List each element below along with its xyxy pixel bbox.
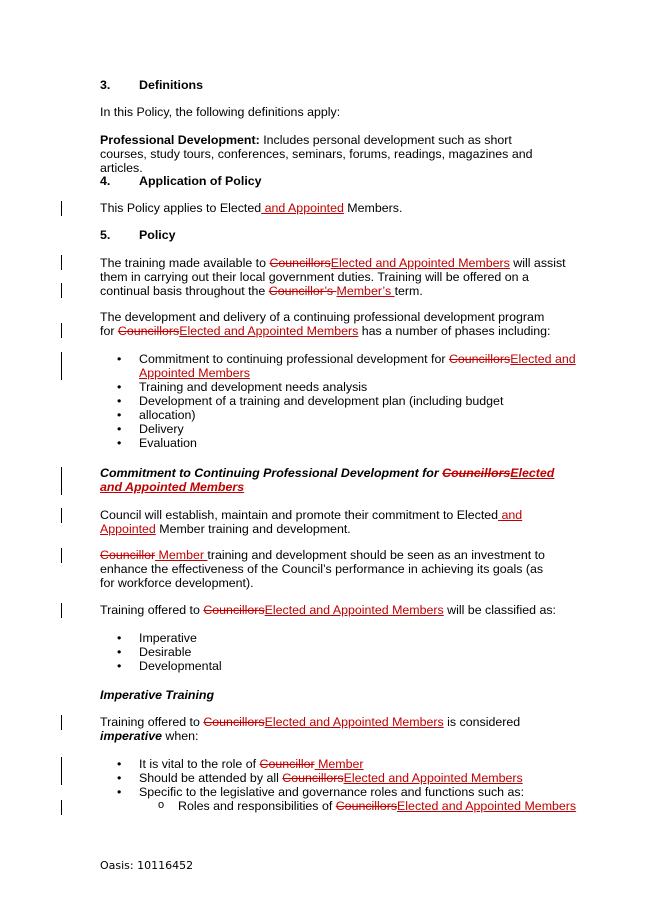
imperative-list xyxy=(100,757,580,813)
list-item: • allocation) xyxy=(100,408,580,422)
policy-paragraph-program: The development and delivery of a continuing professional development program for CouncillorsElected and Appointed Members has a number of phases including: xyxy=(100,310,551,338)
commitment-paragraph: Council will establish, maintain and promote their commitment to Elected and Appointed Member training and development. xyxy=(100,508,523,536)
list-item: • Evaluation xyxy=(100,436,580,450)
change-bar xyxy=(61,201,62,216)
change-bar xyxy=(61,603,62,618)
list-item: • It is vital to the role of Councillor Member xyxy=(100,757,580,771)
application-paragraph: This Policy applies to Elected and Appointed Members. xyxy=(100,201,403,215)
change-bar xyxy=(61,508,62,523)
list-item: • Commitment to continuing professional development for CouncillorsElected and Appointed Members xyxy=(100,352,580,380)
change-bar xyxy=(61,283,62,298)
change-bar xyxy=(61,323,62,338)
change-bar xyxy=(61,757,62,785)
change-bar xyxy=(61,255,62,270)
list-item: • Training and development needs analysis xyxy=(100,380,580,394)
section-heading-definitions: 3. Definitions xyxy=(100,78,204,92)
list-item: • Specific to the legislative and governance roles and functions such as: xyxy=(100,785,580,799)
definitions-intro: In this Policy, the following definitions apply: xyxy=(100,105,341,119)
change-bar xyxy=(61,800,62,815)
change-bar xyxy=(61,467,62,495)
list-item: • Developmental xyxy=(100,659,580,673)
list-item: • Desirable xyxy=(100,645,580,659)
imperative-paragraph: Training offered to CouncillorsElected and Appointed Members is considered imperative when: xyxy=(100,715,521,743)
list-item: • Delivery xyxy=(100,422,580,436)
policy-paragraph-training: The training made available to CouncillorsElected and Appointed Members will assist them in carrying out their local government duties. Training will be offered on a continual basis throughout the Councillor’s Member’s term. xyxy=(100,256,566,298)
list-item: • Development of a training and development plan (including budget xyxy=(100,394,580,408)
section-heading-policy: 5. Policy xyxy=(100,228,176,242)
section-heading-application: 4. Application of Policy xyxy=(100,174,262,188)
list-item: • Imperative xyxy=(100,631,580,645)
list-item: • Should be attended by all CouncillorsElected and Appointed Members xyxy=(100,771,580,785)
subheading-imperative: Imperative Training xyxy=(100,688,215,702)
change-bar xyxy=(61,715,62,730)
phases-list xyxy=(100,352,580,450)
classification-list xyxy=(100,631,580,673)
sub-list-item: o Roles and responsibilities of CouncillorsElected and Appointed Members xyxy=(100,799,580,813)
change-bar xyxy=(61,548,62,563)
definition-professional-development: Professional Development: Includes personal development such as short courses, study tours, conferences, seminars, forums, readings, magazines and articles. xyxy=(100,133,533,175)
classification-paragraph: Training offered to CouncillorsElected and Appointed Members will be classified as: xyxy=(100,603,556,617)
subheading-commitment: Commitment to Continuing Professional Development for CouncillorsElected and Appointed Members xyxy=(100,466,555,494)
investment-paragraph: Councillor Member training and development should be seen as an investment to enhance the effectiveness of the Council’s performance in achieving its goals (as for workforce development). xyxy=(100,548,545,590)
change-bar xyxy=(61,352,62,380)
document-footer: Oasis: 10116452 xyxy=(100,859,194,872)
